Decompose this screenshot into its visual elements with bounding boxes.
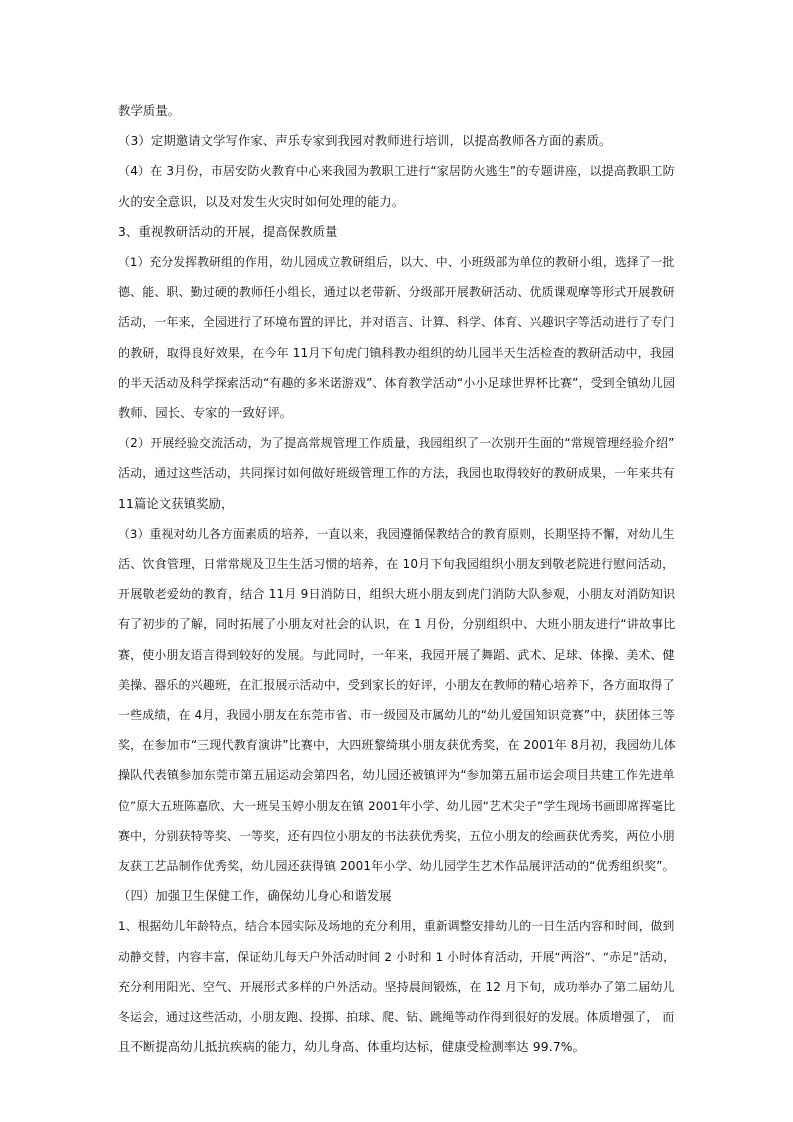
text-line: （3）定期邀请文学写作家、声乐专家到我园对教师进行培训，以提高教师各方面的素质。 — [118, 134, 612, 149]
text-line: 教学质量。 — [118, 104, 181, 118]
text-line: 的教研，取得良好效果，在今年 11月下旬虎门镇科教办组织的幼儿园半天生活检查的教研活动中，我园 — [118, 345, 675, 360]
text-line: 开展敬老爱幼的教育，结合 11月 9日消防日，组织大班小朋友到虎门消防大队参观，小朋友对消防知识 — [118, 587, 676, 602]
text-line: 友获工艺品制作优秀奖，幼儿园还获得镇 2001年小学、幼儿园学生艺术作品展评活动的“优秀组织奖”。 — [118, 859, 675, 874]
text-line: 教师、园长、专家的一致好评。 — [118, 406, 293, 421]
text-line: （四）加强卫生保健工作，确保幼儿身心和谐发展 — [118, 889, 392, 904]
text-line: 奖，在参加市“三现代教育演讲”比赛中，大四班黎绮琪小朋友获优秀奖，在 2001年 8月初，我园幼儿体 — [118, 738, 676, 753]
text-line: 操队代表镇参加东莞市第五届运动会第四名，幼儿园还被镇评为“参加第五届市运会项目共建工作先进单 — [118, 768, 675, 783]
text-line: 一些成绩，在 4月，我园小朋友在东莞市省、市一级园及市属幼儿的“幼儿爱国知识竞赛”中，获团体三等 — [118, 708, 675, 723]
paragraph-teaching-research — [118, 247, 678, 428]
text-line: 动静交替，内容丰富，保证幼儿每天户外活动时间 2 小时和 1 小时体育活动，开展“两浴”、“赤足”活动， — [118, 949, 675, 964]
text-line: 德、能、职、勤过硬的教师任小组长，通过以老带新、分级部开展教研活动、优质课观摩等形式开展教研 — [118, 285, 675, 300]
paragraph-item-3-training — [118, 126, 678, 156]
paragraph-experience-exchange — [118, 428, 678, 519]
section-heading-4 — [118, 881, 678, 911]
text-line: 充分利用阳光、空气、开展形式多样的户外活动。坚持晨间锻炼，在 12 月下旬，成功举办了第二届幼儿 — [118, 979, 675, 994]
paragraph-child-development — [118, 519, 678, 881]
text-line: 火的安全意识，以及对发生火灾时如何处理的能力。 — [118, 194, 405, 209]
text-line: （4）在 3月份，市居安防火教育中心来我园为教职工进行“家居防火逃生”的专题讲座，以提高教职工防 — [118, 164, 675, 179]
text-line: 位”原大五班陈嘉欣、大一班吴玉婷小朋友在镇 2001年小学、幼儿园“艺术尖子”学生现场书画即席挥毫比 — [118, 798, 676, 813]
paragraph-teaching-quality — [118, 96, 678, 126]
text-line: 赛中，分别获特等奖、一等奖，还有四位小朋友的书法获优秀奖，五位小朋友的绘画获优秀奖，两位小朋 — [118, 828, 675, 843]
paragraph-health-care — [118, 911, 678, 1062]
paragraph-item-4-fire-safety — [118, 156, 678, 216]
text-line: （1）充分发挥教研组的作用，幼儿园成立教研组后，以大、中、小班级部为单位的教研小组，选择了一批 — [118, 255, 675, 270]
text-line: 赛，使小朋友语言得到较好的发展。与此同时，一年来，我园开展了舞蹈、武术、足球、体操、美术、健 — [118, 647, 675, 662]
text-line: 且不断提高幼儿抵抗疾病的能力，幼儿身高、体重均达标，健康受检测率达 99.7%。 — [118, 1040, 586, 1055]
text-line: 美操、器乐的兴趣班，在汇报展示活动中，受到家长的好评，小朋友在教师的精心培养下，各方面取得了 — [118, 677, 675, 692]
document-body — [118, 96, 678, 1063]
text-line: 1、根据幼儿年龄特点，结合本园实际及场地的充分利用，重新调整安排幼儿的一日生活内容和时间，做到 — [118, 919, 675, 934]
text-line: 活动，一年来，全园进行了环境布置的评比，并对语言、计算、科学、体育、兴趣识字等活动进行了专门 — [118, 315, 675, 330]
text-line: 冬运会，通过这些活动，小朋友跑、投掷、拍球、爬、钻、跳绳等动作得到很好的发展。体质增强了， 而 — [118, 1010, 675, 1025]
text-line: （3）重视对幼儿各方面素质的培养，一直以来，我园遵循保教结合的教育原则，长期坚持不懈，对幼儿生 — [118, 526, 675, 541]
text-line: 有了初步的了解，同时拓展了小朋友对社会的认识，在 1 月份，分别组织中、大班小朋友进行“讲故事比 — [118, 617, 676, 632]
text-line: 活、饮食管理，日常常规及卫生生活习惯的培养，在 10月下旬我园组织小朋友到敬老院进行慰问活动， — [118, 557, 675, 572]
text-line: 的半天活动及科学探索活动“有趣的多米诺游戏”、体育教学活动“小小足球世界杯比赛”，受到全镇幼儿园 — [118, 375, 676, 390]
text-line: 活动，通过这些活动，共同探讨如何做好班级管理工作的方法，我园也取得较好的教研成果，一年来共有 — [118, 466, 675, 481]
text-line: 11篇论文获镇奖励， — [118, 496, 234, 511]
text-line: 3、重视教研活动的开展，提高保教质量 — [118, 224, 338, 239]
text-line: （2）开展经验交流活动，为了提高常规管理工作质量，我园组织了一次别开生面的“常规管理经验介绍” — [118, 436, 675, 451]
section-heading-3 — [118, 217, 678, 247]
